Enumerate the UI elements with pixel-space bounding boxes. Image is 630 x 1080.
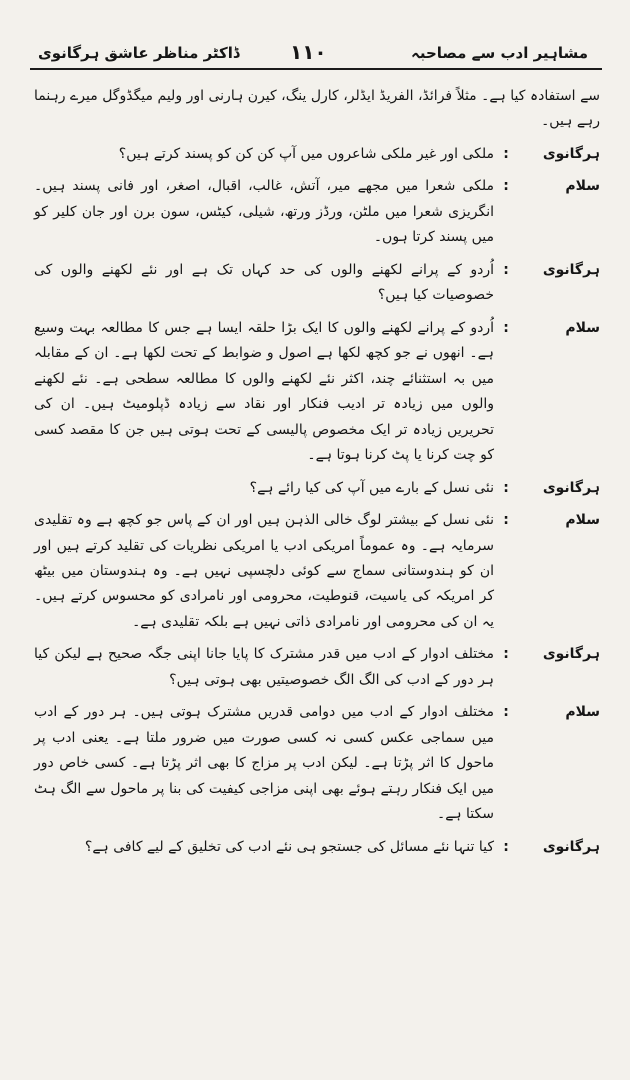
dialogue-entry [34, 316, 600, 469]
speaker-colon: : [503, 178, 509, 195]
dialogue-text: ملکی شعرا میں مجھے میر، آتش، غالب، اقبال، اصغر، اور فانی پسند ہیں۔ انگریزی شعرا میں ملٹن، ورڈز ورتھ، شیلی، کیٹس، سون برن اور جان کلیر کو میں پسند کرتا ہوں۔ [34, 178, 494, 246]
dialogue-text: ملکی اور غیر ملکی شاعروں میں آپ کن کن کو پسند کرتے ہیں؟ [118, 145, 494, 162]
speaker-colon: : [503, 145, 509, 162]
header-rule [30, 68, 602, 70]
dialogue-text: اُردو کے پرانے لکھنے والوں کا ایک بڑا حلقہ ایسا ہے جس کا مطالعہ بہت وسیع ہے۔ انھوں نے جو کچھ لکھا ہے اصول و ضوابط کے تحت لکھا ہے۔ ان کے مقابلہ میں بہ استثنائے چند، اکثر نئے لکھنے والوں کا مطالعہ سطحی ہے۔ نئے لکھنے والوں میں زیادہ تر ادیب فنکار اور نقاد سے زیادہ ڈپلومیٹ ہیں۔ ان کی تحریریں زیادہ تر ایک مخصوص پالیسی کے تحت ہوتی ہیں جن کا مقصد کسی کو چت کرنا یا پٹ کرنا ہوتا ہے۔ [34, 319, 494, 464]
speaker-colon: : [503, 512, 509, 529]
book-title: مشاہیر ادب سے مصاحبہ [411, 44, 588, 62]
dialogue-text: مختلف ادوار کے ادب میں قدر مشترک کا پایا جانا اپنی جگہ صحیح ہے لیکن کیا ہر دور کے ادب کی الگ الگ خصوصیتیں بھی ہوتی ہیں؟ [34, 646, 494, 688]
page-header [30, 36, 600, 70]
speaker-name: سلام [565, 178, 600, 195]
speaker-name: ہرگانوی [542, 261, 600, 278]
speaker-colon: : [503, 838, 509, 855]
speaker-name: ہرگانوی [542, 479, 600, 496]
speaker-name: سلام [565, 704, 600, 721]
dialogue-entry [34, 174, 600, 250]
dialogue-entry [34, 258, 600, 309]
speaker-name: سلام [565, 512, 600, 529]
dialogue-entry [34, 642, 600, 693]
dialogue-entry [34, 142, 600, 167]
dialogue-entry [34, 700, 600, 827]
dialogue-entry [34, 476, 600, 501]
paragraph-continuation [34, 84, 600, 135]
speaker-colon: : [503, 319, 509, 336]
speaker-colon: : [503, 479, 509, 496]
dialogue-entry [34, 835, 600, 860]
speaker-name: ہرگانوی [542, 646, 600, 663]
dialogue-text: مختلف ادوار کے ادب میں دوامی قدریں مشترک ہوتی ہیں۔ ہر دور کے ادب میں سماجی عکس کسی نہ کسی صورت میں ضرور ملتا ہے۔ یعنی ادب پر ماحول کا اثر پڑتا ہے۔ لیکن ادب پر مزاج کا بھی اثر پڑتا ہے۔ کسی خاص دور میں ایک فنکار رہتے ہوئے بھی اپنی مزاجی کیفیت کی بنا پر ماحول سے الگ ہٹ سکتا ہے۔ [34, 704, 494, 823]
dialogue-text: نئی نسل کے بیشتر لوگ خالی الذہن ہیں اور ان کے پاس جو کچھ ہے وہ تقلیدی سرمایہ ہے۔ وہ عموماً امریکی ادب یا امریکی نظریات کی تقلید کرتے ہیں اور ان کو ہندوستانی سماج سے کوئی دلچسپی نہیں ہے۔ وہ ہندوستان میں بیٹھ کر امریکہ کی یاسیت، قنوطیت، محرومی اور نامرادی کو محسوس کرتے ہیں۔ یہ ان کی محرومی اور نامرادی ذاتی نہیں ہے بلکہ تقلیدی ہے۔ [34, 512, 494, 630]
speaker-name: سلام [565, 319, 600, 336]
interview-text [34, 84, 600, 867]
dialogue-entry [34, 508, 600, 635]
dialogue-text: اُردو کے پرانے لکھنے والوں کی حد کہاں تک ہے اور نئے لکھنے والوں کی خصوصیات کیا ہیں؟ [34, 261, 494, 304]
author-name: ڈاکٹر مناظر عاشق ہرگانوی [38, 44, 240, 62]
paragraph-text: سے استفادہ کیا ہے۔ مثلاً فرائڈ، الفریڈ ایڈلر، کارل ینگ، کیرن ہارنی اور ولیم میگڈوگل میرے رہنما رہے ہیں۔ [34, 88, 600, 130]
dialogue-text: نئی نسل کے بارے میں آپ کی کیا رائے ہے؟ [249, 479, 494, 496]
speaker-colon: : [503, 261, 509, 278]
speaker-name: ہرگانوی [542, 145, 600, 162]
speaker-name: ہرگانوی [542, 838, 600, 855]
speaker-colon: : [503, 646, 509, 663]
page-number: ۱۱۰ [290, 40, 327, 64]
speaker-colon: : [503, 704, 509, 721]
dialogue-text: کیا تنہا نئے مسائل کی جستجو ہی نئے ادب کی تخلیق کے لیے کافی ہے؟ [84, 838, 494, 855]
